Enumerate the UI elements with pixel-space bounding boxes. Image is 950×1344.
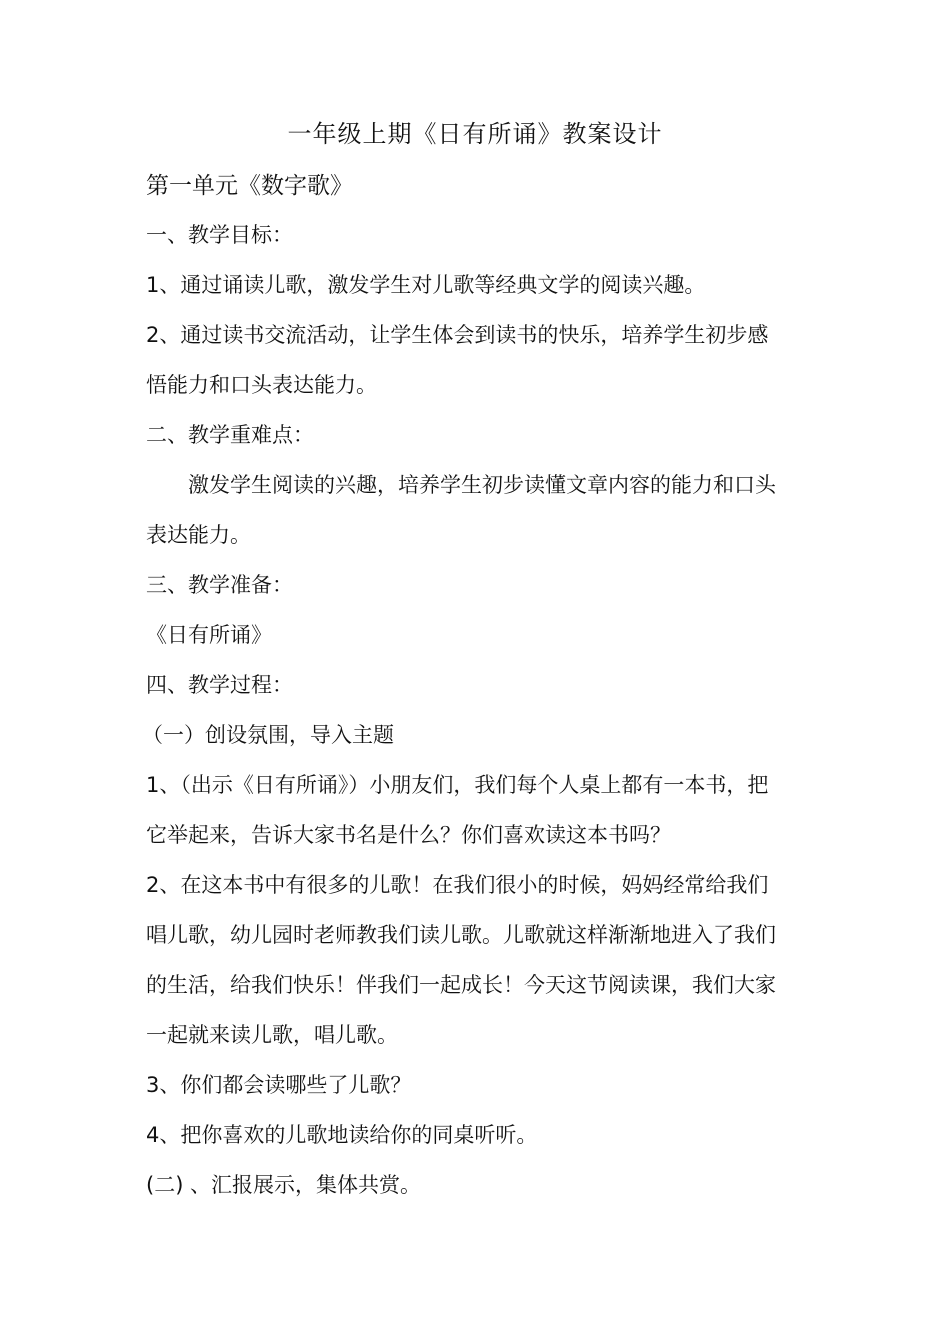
process-step-2-line-4: 一起就来读儿歌，唱儿歌。 [146, 1023, 398, 1047]
process-subheading-1: （一）创设氛围，导入主题 [142, 723, 394, 747]
section-heading-objectives: 一、教学目标： [146, 223, 293, 247]
process-step-1-line-2: 它举起来，告诉大家书名是什么？你们喜欢读这本书吗？ [146, 823, 671, 847]
process-step-2-line-1: 2、在这本书中有很多的儿歌！在我们很小的时候，妈妈经常给我们 [146, 873, 769, 897]
key-points-line-1: 激发学生阅读的兴趣，培养学生初步读懂文章内容的能力和口头 [188, 473, 776, 497]
process-step-2-line-2: 唱儿歌，幼儿园时老师教我们读儿歌。儿歌就这样渐渐地进入了我们 [146, 923, 776, 947]
preparation-item: 《日有所诵》 [146, 623, 272, 647]
section-heading-key-points: 二、教学重难点： [146, 423, 314, 447]
unit-heading: 第一单元《数字歌》 [146, 173, 353, 199]
key-points-line-2: 表达能力。 [146, 523, 251, 547]
process-subheading-2: (二) 、汇报展示，集体共赏。 [146, 1173, 422, 1197]
objective-2-line-2: 悟能力和口头表达能力。 [146, 373, 377, 397]
process-step-2-line-3: 的生活，给我们快乐！伴我们一起成长！今天这节阅读课，我们大家 [146, 973, 776, 997]
document-body [142, 166, 808, 1210]
process-step-1-line-1: 1、（出示《日有所诵》）小朋友们，我们每个人桌上都有一本书，把 [146, 773, 769, 797]
objective-1: 1、通过诵读儿歌，激发学生对儿歌等经典文学的阅读兴趣。 [146, 273, 706, 297]
process-step-3: 3、你们都会读哪些了儿歌？ [146, 1073, 412, 1097]
section-heading-preparation: 三、教学准备： [146, 573, 293, 597]
objective-2-line-1: 2、通过读书交流活动，让学生体会到读书的快乐，培养学生初步感 [146, 323, 769, 347]
section-heading-process: 四、教学过程： [146, 673, 293, 697]
process-step-4: 4、把你喜欢的儿歌地读给你的同桌听听。 [146, 1123, 538, 1147]
document-title: 一年级上期《日有所诵》教案设计 [287, 120, 663, 148]
